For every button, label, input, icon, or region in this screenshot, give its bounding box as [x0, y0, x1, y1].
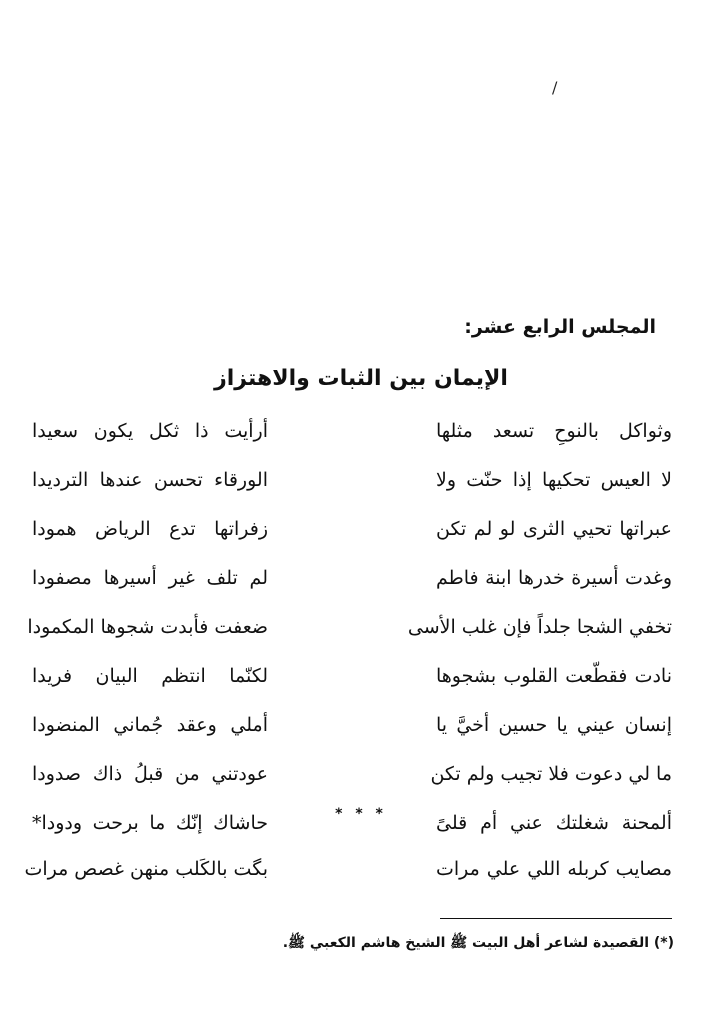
verse-first-hemistich: عبراتها تحيي الثرى لو لم تكن — [436, 518, 672, 540]
footnote: (*) القصيدة لشاعر أهل البيت ﷺ الشيخ هاشم الكعبي ﷺ. — [282, 935, 674, 951]
footnote-rule — [440, 918, 672, 919]
verse-first-hemistich: نادت فقطّعت القلوب بشجوها — [436, 665, 672, 687]
verse-first-hemistich: إنسان عيني يا حسين أخيَّ يا — [436, 714, 672, 736]
verse-line — [32, 516, 672, 565]
verse-second-hemistich: زفراتها تدع الرياض همودا — [32, 518, 268, 540]
verse-second-hemistich: الورقاء تحسن عندها الترديدا — [32, 469, 268, 491]
verse-second-hemistich: حاشاك إنّك ما برحت ودودا* — [32, 812, 268, 834]
verse-second-hemistich: عودتني من قبلُ ذاك صدودا — [32, 763, 268, 785]
verse-second-hemistich: لم تلف غير أسيرها مصفودا — [32, 567, 268, 589]
verse-line — [32, 467, 672, 516]
page-mark: / — [552, 78, 558, 97]
verse-second-hemistich: ضعفت فأبدت شجوها المكمودا — [27, 616, 268, 638]
verse-first-hemistich: وغدت أسيرة خدرها ابنة فاطم — [436, 567, 672, 589]
verse-first-hemistich: وثواكل بالنوحِ تسعد مثلها — [436, 420, 672, 442]
folk-verse-second-hemistich: بگت بالكَلب منهن غصص مرات — [24, 858, 268, 880]
verse-line — [32, 565, 672, 614]
verse-line — [32, 761, 672, 810]
poem-title: الإيمان بين الثبات والاهتزاز — [214, 366, 508, 391]
verse-second-hemistich: أرأيت ذا ثكل يكون سعيدا — [32, 420, 268, 442]
verse-first-hemistich: تخفي الشجا جلداً فإن غلب الأسى — [407, 616, 672, 638]
verse-line — [32, 663, 672, 712]
poem-verses — [27, 418, 672, 859]
section-separator: * * * — [335, 806, 387, 822]
verse-line — [27, 614, 672, 663]
verse-line — [32, 418, 672, 467]
verse-first-hemistich: ما لي دعوت فلا تجيب ولم تكن — [430, 763, 672, 785]
verse-second-hemistich: لكنّما انتظم البيان فريدا — [32, 665, 268, 687]
verse-line — [32, 712, 672, 761]
verse-first-hemistich: ألمحنة شغلتك عني أم قلىً — [436, 812, 672, 834]
folk-verse-first-hemistich: مصايب كربله اللي علي مرات — [436, 858, 672, 880]
verse-second-hemistich: أملي وعقد جُماني المنضودا — [32, 714, 268, 736]
verse-first-hemistich: لا العيس تحكيها إذا حنّت ولا — [436, 469, 672, 491]
folk-verse — [24, 856, 672, 882]
section-heading: المجلس الرابع عشر: — [464, 316, 656, 338]
